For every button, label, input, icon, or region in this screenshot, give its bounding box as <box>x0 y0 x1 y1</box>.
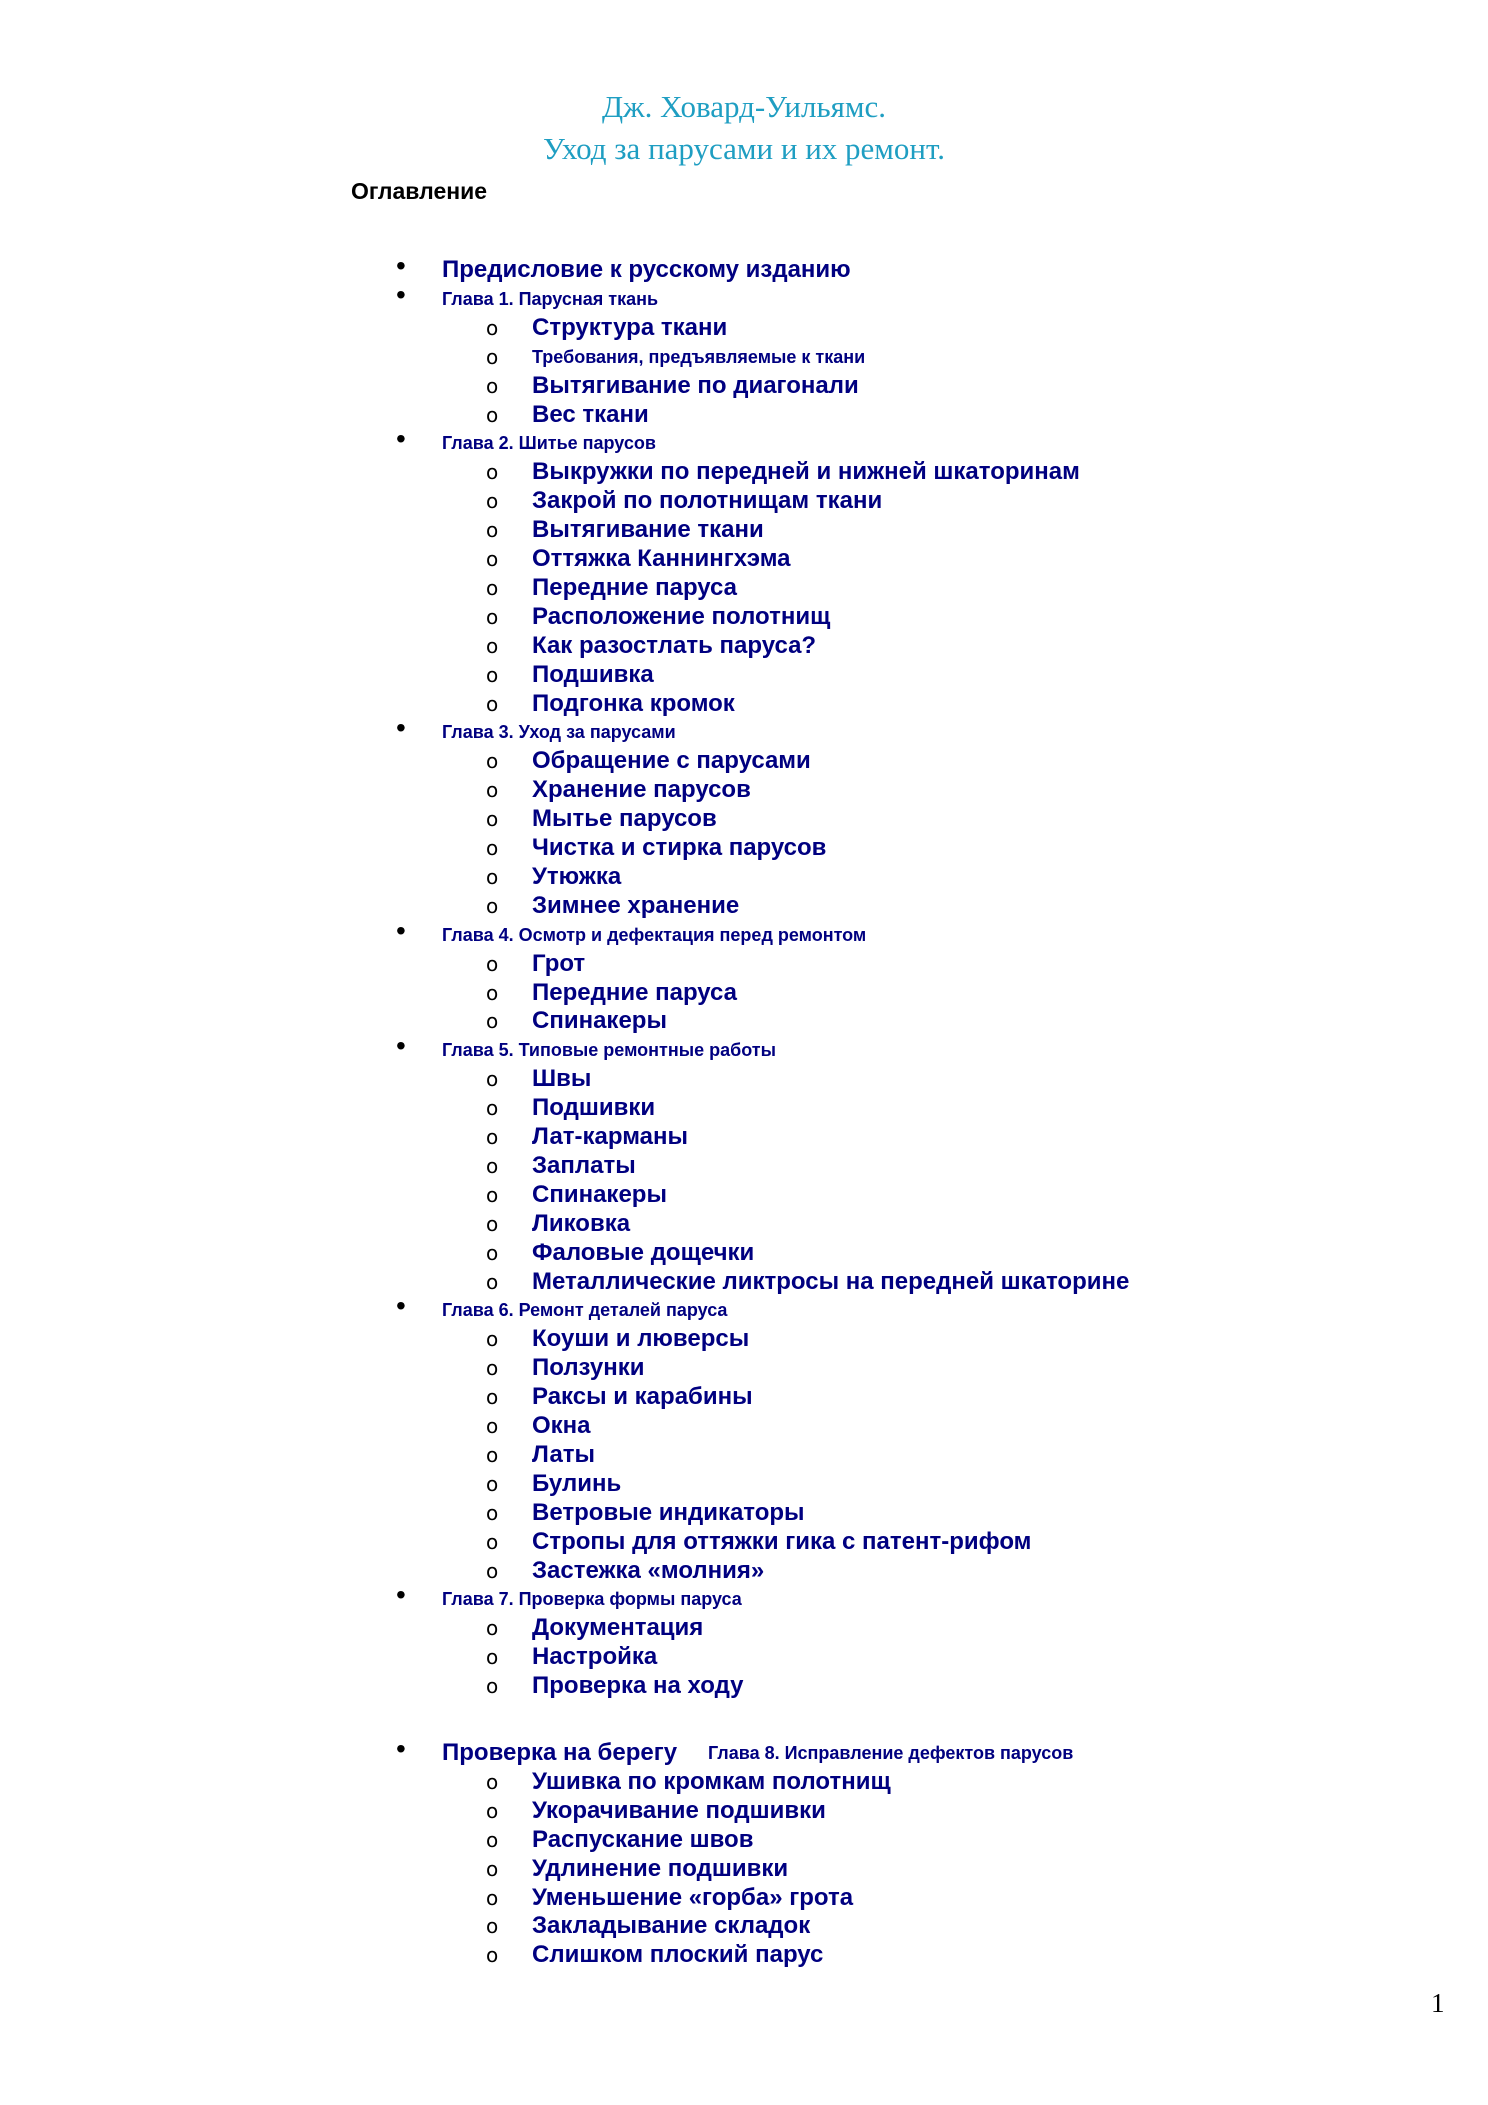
toc-entry-label: Застежка «молния» <box>532 1556 765 1584</box>
title-book: Уход за парусами и их ремонт. <box>543 131 945 166</box>
bullet-circle-icon: o <box>486 1269 499 1294</box>
bullet-circle-icon: o <box>486 604 499 629</box>
toc-entry-label: Передние паруса <box>532 978 738 1006</box>
bullet-circle-icon: o <box>486 1885 499 1910</box>
bullet-circle-icon: o <box>486 951 499 976</box>
bullet-circle-icon: o <box>486 1529 499 1554</box>
bullet-circle-icon: o <box>486 778 499 803</box>
toc-entry-label: Удлинение подшивки <box>532 1854 789 1882</box>
bullet-disc-icon: • <box>396 250 406 281</box>
toc-entry-label: Подгонка кромок <box>532 689 735 717</box>
toc-entry-label: Передние паруса <box>532 573 738 601</box>
toc-entry-label: Раксы и карабины <box>532 1383 753 1411</box>
toc-entry-label: Уменьшение «горба» грота <box>532 1883 854 1911</box>
bullet-circle-icon: o <box>486 1414 499 1438</box>
toc-entry-label: Глава 5. Типовые ремонтные работы <box>442 1040 776 1061</box>
toc-entry-label: Подшивка <box>532 660 654 688</box>
toc-entry-label: Структура ткани <box>532 313 728 341</box>
bullet-circle-icon: o <box>486 1442 499 1467</box>
toc-entry-label: Металлические ликтросы на передней шкаторине <box>532 1267 1130 1295</box>
toc-entry-label: Глава 6. Ремонт деталей паруса <box>442 1300 728 1321</box>
bullet-circle-icon: o <box>486 1211 499 1236</box>
toc-entry-label: Латы <box>532 1440 596 1468</box>
bullet-circle-icon: o <box>486 460 499 485</box>
toc-entry-label: Закладывание складок <box>532 1912 811 1940</box>
toc-entry-label: Закрой по полотнищам ткани <box>532 487 883 515</box>
toc-entry-label: Хранение парусов <box>532 776 751 804</box>
bullet-circle-icon: o <box>486 344 499 369</box>
toc-entry-label: Окна <box>532 1412 591 1439</box>
bullet-circle-icon: o <box>486 489 499 514</box>
bullet-circle-icon: o <box>486 1500 499 1525</box>
toc-entry-label: Проверка на ходу <box>532 1672 744 1700</box>
toc-entry-label: Глава 2. Шитье парусов <box>442 433 656 454</box>
bullet-circle-icon: o <box>486 1125 499 1149</box>
toc-entry-label: Документация <box>532 1614 704 1642</box>
toc-entry-label: Чистка и стирка парусов <box>532 834 827 861</box>
bullet-circle-icon: o <box>486 1327 499 1352</box>
bullet-circle-icon: o <box>486 1240 499 1265</box>
bullet-circle-icon: o <box>486 1856 499 1881</box>
toc-entry-label: Ветровые индикаторы <box>532 1498 805 1526</box>
bullet-circle-icon: o <box>486 807 499 832</box>
toc-entry-label: Грот <box>532 949 586 977</box>
bullet-disc-icon: • <box>396 423 406 455</box>
toc-entry-label: Предисловие к русскому изданию <box>442 256 851 283</box>
bullet-circle-icon: o <box>486 1914 499 1939</box>
bullet-circle-icon: o <box>486 1385 499 1410</box>
toc-entry-label: Требования, предъявляемые к ткани <box>532 346 866 367</box>
title-author: Дж. Ховард-Уильямс. <box>602 89 886 124</box>
bullet-disc-icon: • <box>396 1030 406 1062</box>
toc-entry-label: Мытье парусов <box>532 805 717 833</box>
toc-entry-label: Выкружки по передней и нижней шкаторинам <box>532 458 1080 486</box>
toc-entry-label: Оттяжка Каннингхэма <box>532 545 791 572</box>
toc-entry-label: Как разостлать паруса? <box>532 631 817 659</box>
bullet-disc-icon: • <box>396 1579 406 1611</box>
toc-entry-label: Укорачивание подшивки <box>532 1796 826 1824</box>
toc-entry-label: Спинакеры <box>532 1007 667 1035</box>
toc-entry-label: Обращение с парусами <box>532 747 811 775</box>
bullet-circle-icon: o <box>486 893 499 918</box>
bullet-circle-icon: o <box>486 373 499 398</box>
bullet-circle-icon: o <box>486 1674 499 1699</box>
toc-entry-label: Глава 1. Парусная ткань <box>442 288 659 309</box>
bullet-circle-icon: o <box>486 1798 499 1823</box>
bullet-circle-icon: o <box>486 633 499 658</box>
bullet-circle-icon: o <box>486 691 499 716</box>
bullet-circle-icon: o <box>486 980 499 1005</box>
toc-entry-label: Слишком плоский парус <box>532 1941 824 1969</box>
toc-entry-label: Утюжка <box>532 862 622 890</box>
bullet-circle-icon: o <box>486 1471 499 1496</box>
bullet-circle-icon: o <box>486 1356 499 1381</box>
bullet-circle-icon: o <box>486 1182 499 1207</box>
bullet-disc-icon: • <box>396 914 406 946</box>
toc-entry-label: Стропы для оттяжки гика с патент-рифом <box>532 1527 1032 1555</box>
bullet-disc-icon: • <box>396 712 406 744</box>
toc-entry-label: Расположение полотнищ <box>532 602 831 630</box>
bullet-circle-icon: o <box>486 315 499 340</box>
toc-entry-label: Ползунки <box>532 1354 645 1382</box>
toc-entry-label: Распускание швов <box>532 1825 754 1853</box>
toc-entry-label: Подшивки <box>532 1094 656 1122</box>
bullet-disc-icon: • <box>396 278 406 310</box>
bullet-circle-icon: o <box>486 1827 499 1852</box>
toc-entry-label: Заплаты <box>532 1151 636 1179</box>
bullet-circle-icon: o <box>486 1558 499 1583</box>
bullet-circle-icon: o <box>486 1645 499 1670</box>
bullet-circle-icon: o <box>486 1943 499 1968</box>
toc-entry-label: Ликовка <box>532 1209 631 1237</box>
toc-entry-label: Булинь <box>532 1469 622 1497</box>
bullet-disc-icon: • <box>396 1290 406 1322</box>
toc-entry-label: Спинакеры <box>532 1180 667 1208</box>
toc-entry-label: Швы <box>532 1065 592 1093</box>
toc-heading: Оглавление <box>351 178 488 204</box>
bullet-circle-icon: o <box>486 1009 499 1034</box>
bullet-circle-icon: o <box>486 547 499 571</box>
toc-entry-label: Глава 4. Осмотр и дефектация перед ремонтом <box>442 924 867 945</box>
bullet-circle-icon: o <box>486 749 499 774</box>
toc-entry-label: Настройка <box>532 1643 658 1671</box>
toc-entry-label: Зимнее хранение <box>532 891 740 919</box>
toc-entry-label: Вес ткани <box>532 400 649 428</box>
toc-entry-label: Лат-карманы <box>532 1123 689 1150</box>
toc-entry-label: Глава 7. Проверка формы паруса <box>442 1589 742 1610</box>
toc-entry-extra-label: Глава 8. Исправление дефектов парусов <box>708 1743 1074 1763</box>
toc-entry-label: Вытягивание по диагонали <box>532 371 859 399</box>
bullet-circle-icon: o <box>486 864 499 889</box>
bullet-circle-icon: o <box>486 518 499 543</box>
bullet-circle-icon: o <box>486 1067 499 1092</box>
bullet-circle-icon: o <box>486 575 499 600</box>
toc-entry-label: Вытягивание ткани <box>532 516 764 544</box>
bullet-circle-icon: o <box>486 1616 499 1641</box>
bullet-disc-icon: • <box>396 1733 406 1764</box>
bullet-circle-icon: o <box>486 402 499 427</box>
toc-entry-label: Глава 3. Уход за парусами <box>442 722 676 743</box>
toc-entry-label: Фаловые дощечки <box>532 1238 755 1266</box>
bullet-circle-icon: o <box>486 1096 499 1121</box>
document-title <box>0 86 1488 170</box>
page-number: 1 <box>1431 1988 1445 2018</box>
bullet-circle-icon: o <box>486 662 499 687</box>
toc-entry-label: Проверка на берегу <box>442 1739 678 1766</box>
bullet-circle-icon: o <box>486 1153 499 1178</box>
toc-entry-label: Ушивка по кромкам полотнищ <box>532 1767 891 1795</box>
bullet-circle-icon: o <box>486 836 499 860</box>
bullet-circle-icon: o <box>486 1769 499 1794</box>
toc-entry-label: Коуши и люверсы <box>532 1325 750 1353</box>
